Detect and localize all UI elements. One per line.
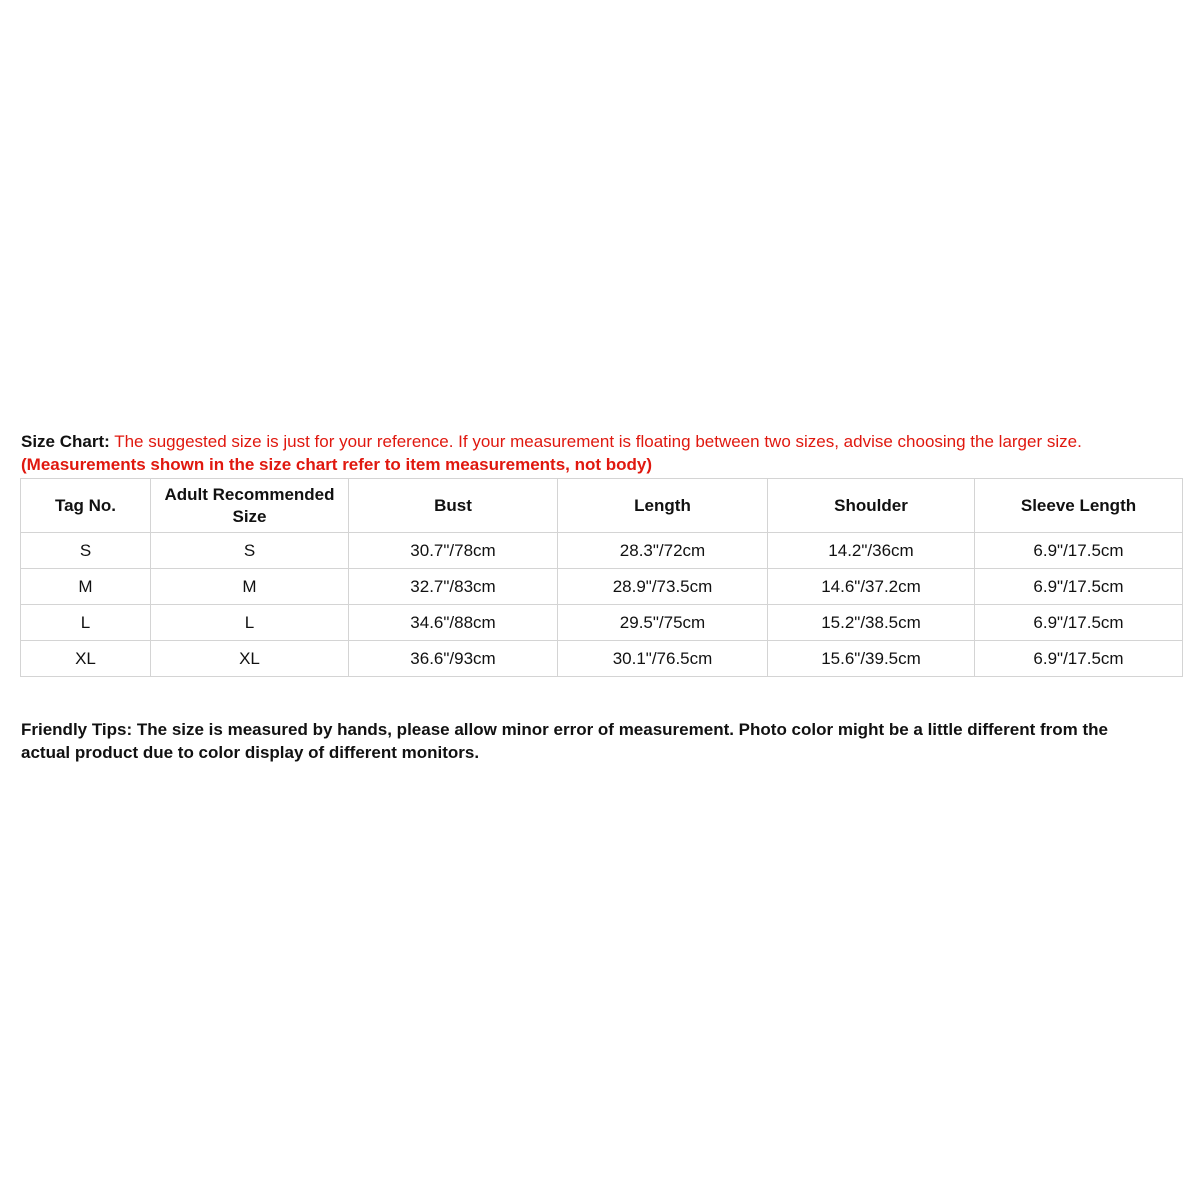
size-chart-measurement-note: (Measurements shown in the size chart refer to item measurements, not body) bbox=[21, 455, 653, 474]
size-chart-intro bbox=[21, 430, 1181, 476]
header-length: Length bbox=[558, 479, 768, 533]
cell-bust: 30.7"/78cm bbox=[349, 533, 558, 569]
header-tag-no: Tag No. bbox=[21, 479, 151, 533]
cell-recommended-size: S bbox=[151, 533, 349, 569]
header-adult-recommended-size: Adult Recommended Size bbox=[151, 479, 349, 533]
cell-length: 29.5"/75cm bbox=[558, 605, 768, 641]
size-table bbox=[20, 478, 1183, 677]
table-header-row bbox=[21, 479, 1183, 533]
size-chart-label: Size Chart: bbox=[21, 432, 110, 451]
cell-shoulder: 14.6"/37.2cm bbox=[768, 569, 975, 605]
cell-recommended-size: L bbox=[151, 605, 349, 641]
cell-sleeve-length: 6.9"/17.5cm bbox=[975, 569, 1183, 605]
cell-bust: 34.6"/88cm bbox=[349, 605, 558, 641]
size-chart-note: The suggested size is just for your reference. If your measurement is floating between two sizes, advise choosing the larger size. bbox=[109, 432, 1082, 451]
cell-recommended-size: XL bbox=[151, 641, 349, 677]
cell-length: 28.9"/73.5cm bbox=[558, 569, 768, 605]
cell-sleeve-length: 6.9"/17.5cm bbox=[975, 605, 1183, 641]
cell-tag-no: S bbox=[21, 533, 151, 569]
header-sleeve-length: Sleeve Length bbox=[975, 479, 1183, 533]
cell-shoulder: 15.2"/38.5cm bbox=[768, 605, 975, 641]
cell-shoulder: 14.2"/36cm bbox=[768, 533, 975, 569]
header-shoulder: Shoulder bbox=[768, 479, 975, 533]
table-row bbox=[21, 533, 1183, 569]
cell-bust: 36.6"/93cm bbox=[349, 641, 558, 677]
cell-sleeve-length: 6.9"/17.5cm bbox=[975, 641, 1183, 677]
header-bust: Bust bbox=[349, 479, 558, 533]
cell-shoulder: 15.6"/39.5cm bbox=[768, 641, 975, 677]
cell-tag-no: L bbox=[21, 605, 151, 641]
friendly-tips: Friendly Tips: The size is measured by hands, please allow minor error of measurement. Photo color might be a little different from the actual product due to color display of different monitors. bbox=[21, 720, 1108, 762]
cell-tag-no: M bbox=[21, 569, 151, 605]
cell-bust: 32.7"/83cm bbox=[349, 569, 558, 605]
cell-sleeve-length: 6.9"/17.5cm bbox=[975, 533, 1183, 569]
table-row bbox=[21, 569, 1183, 605]
cell-length: 30.1"/76.5cm bbox=[558, 641, 768, 677]
table-row bbox=[21, 641, 1183, 677]
cell-length: 28.3"/72cm bbox=[558, 533, 768, 569]
table-row bbox=[21, 605, 1183, 641]
cell-tag-no: XL bbox=[21, 641, 151, 677]
cell-recommended-size: M bbox=[151, 569, 349, 605]
